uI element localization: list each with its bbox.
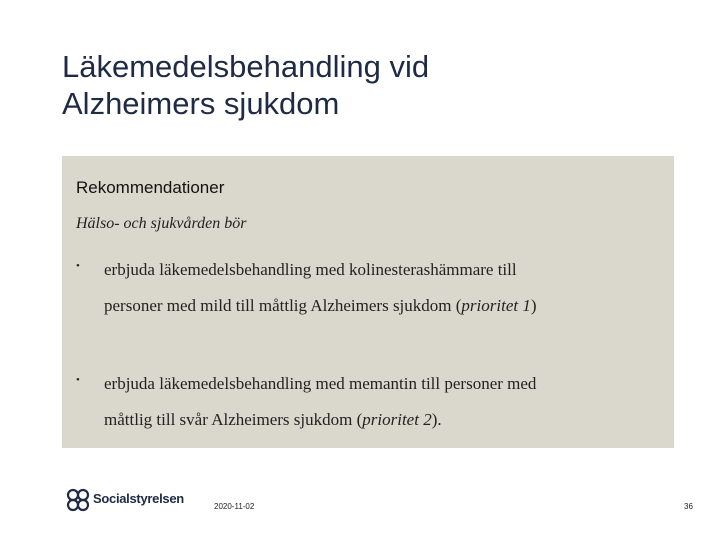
bullet-text: [104, 252, 664, 324]
bullet-line-2-end: ).: [431, 410, 442, 429]
priority-label: prioritet 1: [461, 296, 531, 315]
footer-date: 2020-11-02: [214, 502, 255, 511]
bullet-line-1: erbjuda läkemedelsbehandling med memantin till personer med: [104, 374, 537, 393]
recommendation-heading: Rekommendationer: [76, 178, 225, 197]
bullet-line-1: erbjuda läkemedelsbehandling med kolinesterashämmare till: [104, 260, 517, 279]
slide-title: [62, 48, 662, 122]
bullet-dot-icon: •: [76, 260, 80, 272]
bullet-dot-icon: •: [76, 374, 80, 386]
bullet-line-2: [104, 288, 664, 324]
bullet-line-2-text: personer med mild till måttlig Alzheimers sjukdom (: [104, 296, 462, 315]
priority-label: prioritet 2: [362, 410, 432, 429]
logo-text: Socialstyrelsen: [93, 491, 184, 506]
bullet-line-2: [104, 402, 664, 438]
bullet-line-2-text: måttlig till svår Alzheimers sjukdom (: [104, 410, 363, 429]
slide-title-line-1: Läkemedelsbehandling vid: [62, 49, 430, 84]
bullet-text: [104, 366, 664, 438]
socialstyrelsen-logo: [65, 488, 184, 512]
recommendation-box: [62, 156, 674, 448]
bullet-line-2-end: ): [530, 296, 537, 315]
page-number: 36: [684, 502, 693, 511]
slide-title-line-2: Alzheimers sjukdom: [62, 86, 340, 121]
recommendation-subheading: Hälso- och sjukvården bör: [76, 215, 247, 232]
socialstyrelsen-logo-icon: [65, 488, 91, 512]
